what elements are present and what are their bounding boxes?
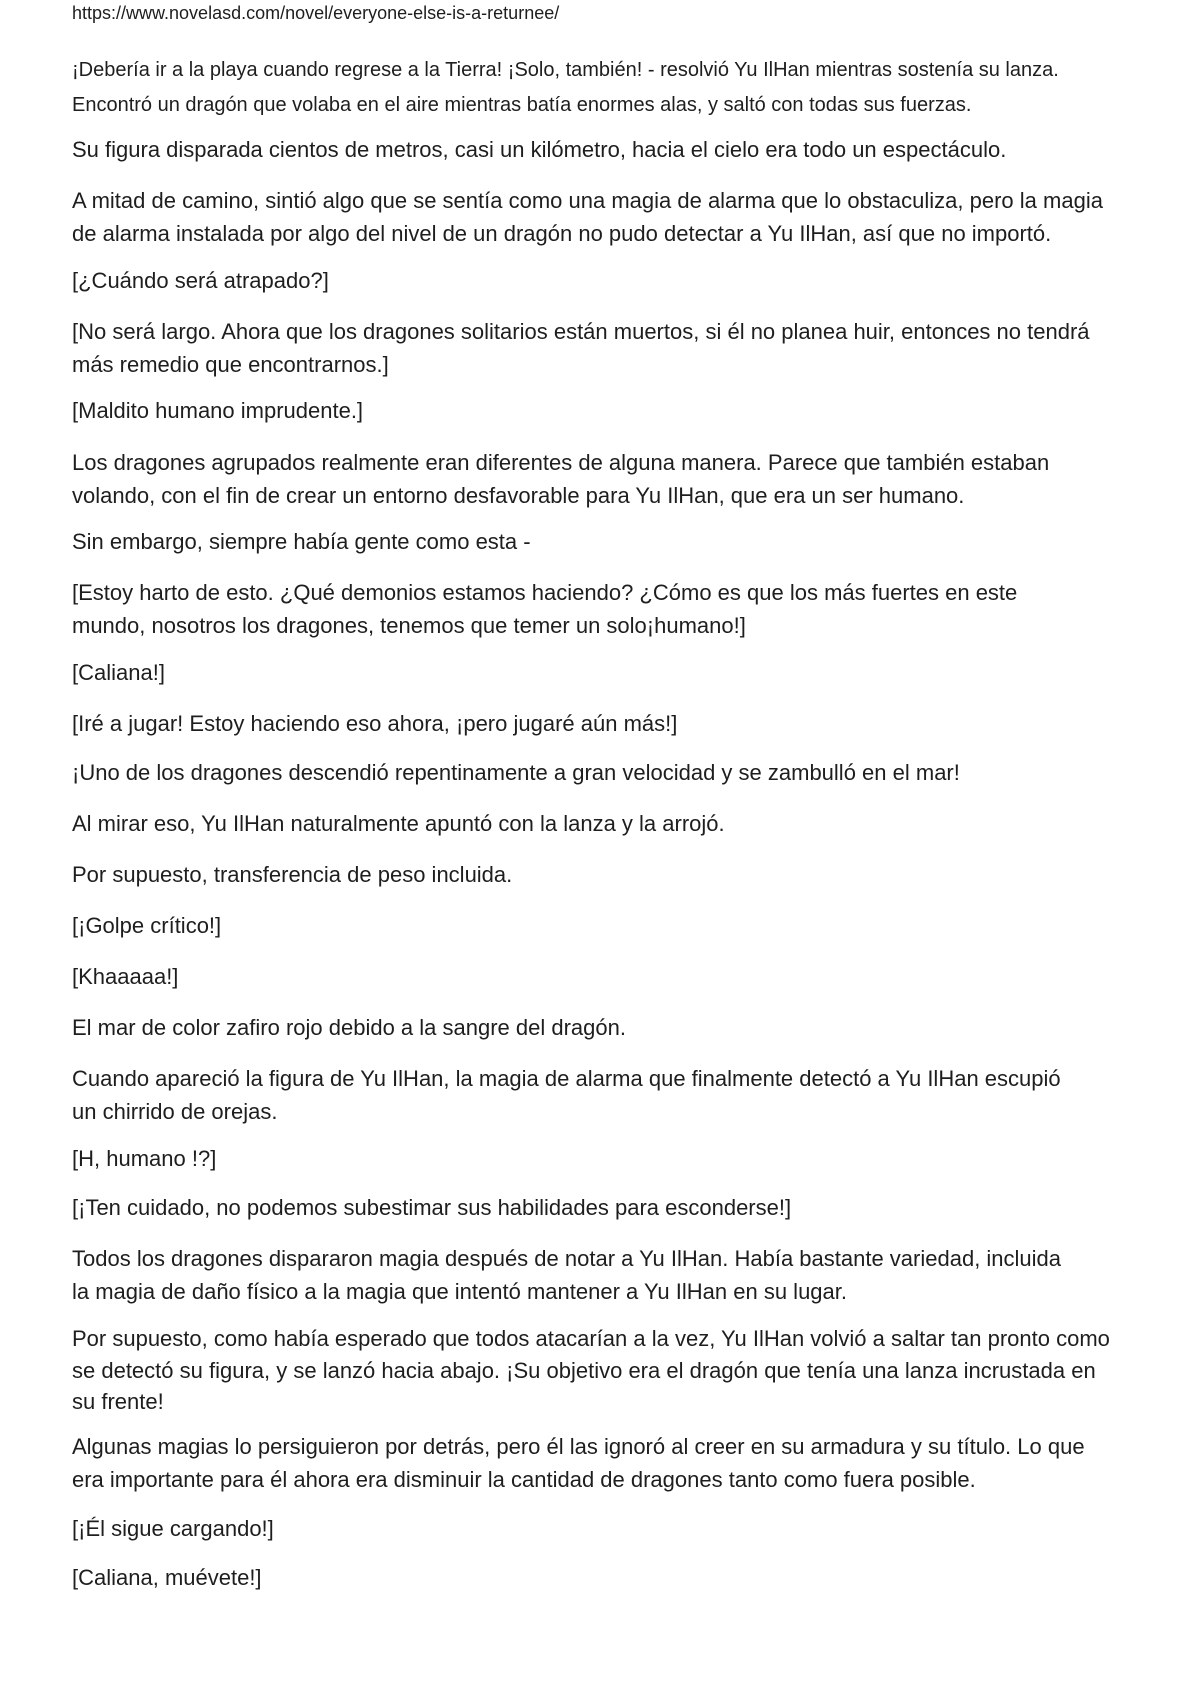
paragraph [72, 961, 178, 994]
text-line: de alarma instalada por algo del nivel de un dragón no pudo detectar a Yu IlHan, así que no importó. [72, 220, 1052, 246]
paragraph [72, 859, 512, 892]
paragraph [72, 1323, 1110, 1418]
text-line: [Estoy harto de esto. ¿Qué demonios estamos haciendo? ¿Cómo es que los más fuertes en este [72, 580, 1018, 605]
paragraph [72, 1063, 1061, 1128]
text-line: [¿Cuándo será atrapado?] [72, 268, 329, 293]
text-line: Por supuesto, como había esperado que todos atacarían a la vez, Yu IlHan volvió a saltar tan pronto como [72, 1326, 1110, 1351]
text-line: [Khaaaaa!] [72, 964, 179, 989]
paragraph [72, 708, 677, 741]
text-line: más remedio que encontrarnos.] [72, 351, 389, 377]
text-line: Cuando apareció la figura de Yu IlHan, la magia de alarma que finalmente detectó a Yu IlHan escupió [72, 1066, 1061, 1091]
text-line: Al mirar eso, Yu IlHan naturalmente apuntó con la lanza y la arrojó. [72, 811, 725, 836]
text-line: [¡Él sigue cargando!] [72, 1516, 274, 1541]
text-line: [¡Golpe crítico!] [72, 913, 222, 938]
page-url: https://www.novelasd.com/novel/everyone-else-is-a-returnee/ [72, 3, 560, 23]
paragraph [72, 757, 960, 790]
text-line: El mar de color zafiro rojo debido a la sangre del dragón. [72, 1015, 626, 1040]
paragraph [72, 1192, 791, 1225]
paragraph [72, 1243, 1061, 1308]
text-line: [Caliana, muévete!] [72, 1565, 262, 1590]
text-line: mundo, nosotros los dragones, tenemos que temer un solo¡humano!] [72, 612, 746, 638]
paragraph [72, 134, 1006, 167]
text-line: se detectó su figura, y se lanzó hacia abajo. ¡Su objetivo era el dragón que tenía una lanza incrustada en [72, 1357, 1096, 1383]
paragraph [72, 395, 363, 428]
text-line: ¡Debería ir a la playa cuando regrese a la Tierra! ¡Solo, también! - resolvió Yu IlHan mientras sostenía su lanza. [72, 59, 1059, 81]
text-line: Sin embargo, siempre había gente como esta - [72, 529, 531, 554]
text-line: [Maldito humano imprudente.] [72, 398, 364, 423]
text-line: Algunas magias lo persiguieron por detrás, pero él las ignoró al creer en su armadura y su título. Lo que [72, 1434, 1085, 1459]
text-line: Por supuesto, transferencia de peso incluida. [72, 862, 513, 887]
paragraph [72, 1012, 626, 1045]
paragraph [72, 316, 1090, 381]
text-line: [No será largo. Ahora que los dragones solitarios están muertos, si él no planea huir, entonces no tendrá [72, 319, 1090, 344]
text-line: ¡Uno de los dragones descendió repentinamente a gran velocidad y se zambulló en el mar! [72, 760, 960, 785]
text-line: volando, con el fin de crear un entorno desfavorable para Yu IlHan, que era un ser humano. [72, 482, 965, 508]
paragraph [72, 1143, 216, 1176]
text-line: Los dragones agrupados realmente eran diferentes de alguna manera. Parece que también estaban [72, 450, 1050, 475]
text-line: [Caliana!] [72, 660, 165, 685]
text-line: Todos los dragones dispararon magia después de notar a Yu IlHan. Había bastante variedad, incluida [72, 1246, 1062, 1271]
paragraph [72, 577, 1017, 642]
text-line: su frente! [72, 1389, 164, 1414]
paragraph [72, 265, 329, 298]
text-line: Encontró un dragón que volaba en el aire mientras batía enormes alas, y saltó con todas sus fuerzas. [72, 93, 972, 116]
paragraph [72, 185, 1103, 250]
paragraph [72, 1431, 1085, 1496]
paragraph [72, 447, 1049, 512]
text-line: un chirrido de orejas. [72, 1098, 278, 1124]
paragraph [72, 657, 165, 690]
text-line: la magia de daño físico a la magia que intentó mantener a Yu IlHan en su lugar. [72, 1278, 847, 1304]
paragraph [72, 808, 725, 841]
text-line: [Iré a jugar! Estoy haciendo eso ahora, ¡pero jugaré aún más!] [72, 711, 678, 736]
paragraph [72, 526, 531, 559]
text-line: [¡Ten cuidado, no podemos subestimar sus habilidades para esconderse!] [72, 1195, 792, 1220]
text-line: [H, humano !?] [72, 1146, 217, 1171]
paragraph [72, 53, 1059, 122]
text-line: Su figura disparada cientos de metros, casi un kilómetro, hacia el cielo era todo un espectáculo. [72, 137, 1007, 162]
paragraph [72, 1513, 274, 1546]
text-line: era importante para él ahora era disminuir la cantidad de dragones tanto como fuera posible. [72, 1466, 976, 1492]
text-line: A mitad de camino, sintió algo que se sentía como una magia de alarma que lo obstaculiza, pero la magia [72, 188, 1103, 213]
paragraph [72, 910, 221, 943]
paragraph [72, 1562, 262, 1595]
